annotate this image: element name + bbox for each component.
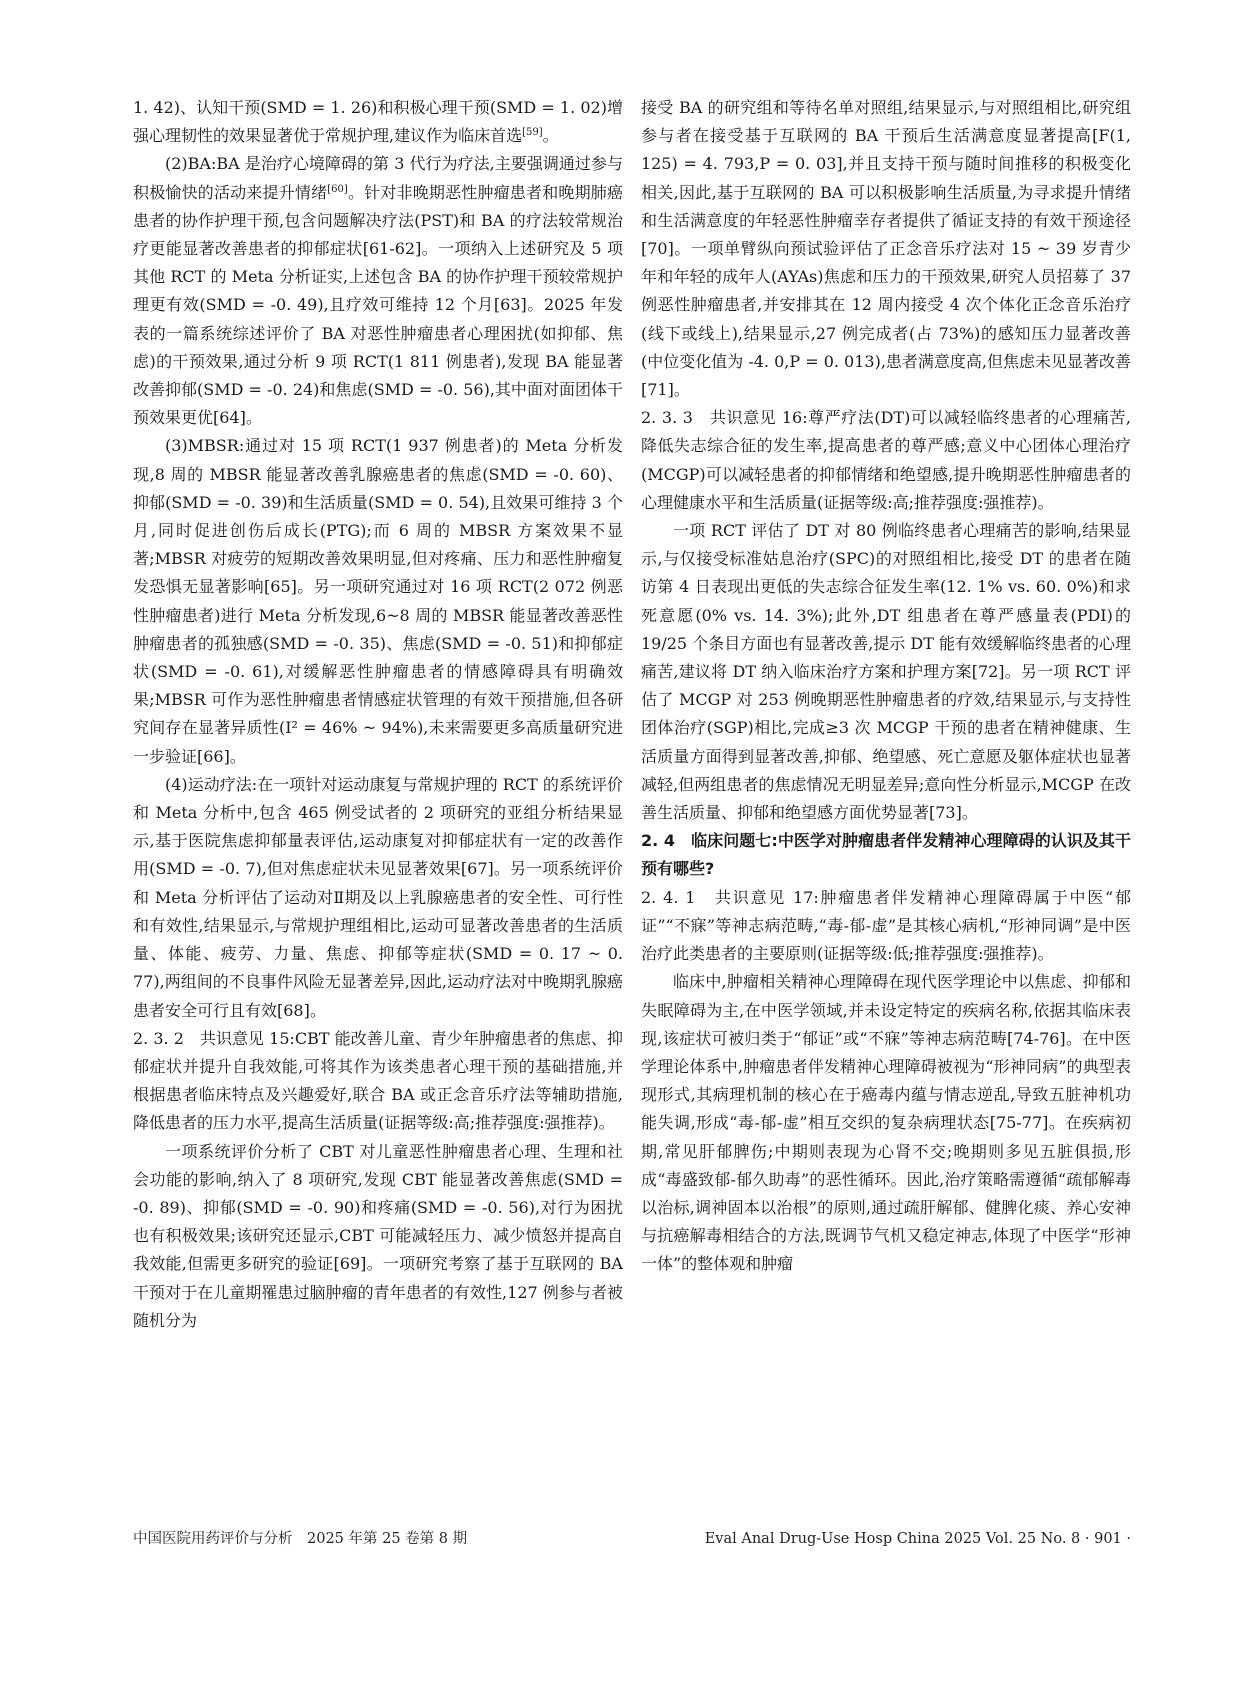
consensus-16: 2. 3. 3 共识意见 16:尊严疗法(DT)可以减轻临终患者的心理痛苦,降低失志综合征的发生率,提高患者的尊严感;意义中心团体心理治疗(MCGP)可以减轻患者的抑郁情绪和绝望感,提升晚期恶性肿瘤患者的心理健康水平和生活质量(证据等级:高;推荐强度:强推荐)。 <box>641 408 1131 512</box>
consensus-15: 2. 3. 2 共识意见 15:CBT 能改善儿童、青少年肿瘤患者的焦虑、抑郁症状并提升自我效能,可将其作为该类患者心理干预的基础措施,并根据患者临床特点及兴趣爱好,联合 BA 或正念音乐疗法等辅助措施,降低患者的压力水平,提高生活质量(证据等级:高;推荐强度:强推荐)。 <box>133 1028 623 1133</box>
left-column <box>133 94 623 1335</box>
paragraph: (3)MBSR:通过对 15 项 RCT(1 937 例患者)的 Meta 分析发现,8 周的 MBSR 能显著改善乳腺癌患者的焦虑(SMD = -0. 60)、抑郁(SMD = -0. 39)和生活质量(SMD = 0. 54),且效果可维持 3 个月,同时促进创伤后成长(PTG);而 6 周的 MBSR 方案效果不显著;MBSR 对疲劳的短期改善效果明显,但对疼痛、压力和恶性肿瘤复发恐惧无显著影响[65]。另一项研究通过对 16 项 RCT(2 072 例恶性肿瘤患者)进行 Meta 分析发现,6~8 周的 MBSR 能显著改善恶性肿瘤患者的孤独感(SMD = -0. 35)、焦虑(SMD = -0. 51)和抑郁症状(SMD = -0. 61),对缓解恶性肿瘤患者的情感障碍具有明确效果;MBSR 可作为恶性肿瘤患者情感症状管理的有效干预措施,但各研究间存在显著异质性(I² = 46% ~ 94%),未来需要更多高质量研究进一步验证[66]。 <box>133 436 623 766</box>
consensus-17: 2. 4. 1 共识意见 17:肿瘤患者伴发精神心理障碍属于中医“郁证”“不寐”等神志病范畴,“毒-郁-虚”是其核心病机,“形神同调”是中医治疗此类患者的主要原则(证据等级:低;推荐强度:强推荐)。 <box>641 887 1131 964</box>
paragraph: 接受 BA 的研究组和等待名单对照组,结果显示,与对照组相比,研究组参与者在接受基于互联网的 BA 干预后生活满意度显著提高[F(1, 125) = 4. 793,P = 0. 03],并且支持干预与随时间推移的积极变化相关,因此,基于互联网的 BA 可以积极影响生活质量,为寻求提升情绪和生活满意度的年轻恶性肿瘤幸存者提供了循证支持的有效干预途径[70]。一项单臂纵向预试验评估了正念音乐疗法对 15 ~ 39 岁青少年和年轻的成年人(AYAs)焦虑和压力的干预效果,研究人员招募了 37 例恶性肿瘤患者,并安排其在 12 周内接受 4 次个体化正念音乐治疗(线下或线上),结果显示,27 例完成者(占 73%)的感知压力显著改善(中位变化值为 -4. 0,P = 0. 013),患者满意度高,但焦虑未见显著改善[71]。 <box>641 98 1132 400</box>
paragraph: 1. 42)、认知干预(SMD = 1. 26)和积极心理干预(SMD = 1. 02)增强心理韧性的效果显著优于常规护理,建议作为临床首选[59]。 <box>133 98 623 146</box>
paragraph: 一项 RCT 评估了 DT 对 80 例临终患者心理痛苦的影响,结果显示,与仅接受标准姑息治疗(SPC)的对照组相比,接受 DT 的患者在随访第 4 日表现出更低的失志综合征发生率(12. 1% vs. 60. 0%)和求死意愿(0% vs. 14. 3%);此外,DT 组患者在尊严感量表(PDI)的 19/25 个条目方面也有显著改善,提示 DT 能有效缓解临终患者的心理痛苦,建议将 DT 纳入临床治疗方案和护理方案[72]。另一项 RCT 评估了 MCGP 对 253 例晚期恶性肿瘤患者的疗效,结果显示,与支持性团体治疗(SGP)相比,完成≥3 次 MCGP 干预的患者在精神健康、生活质量方面得到显著改善,抑郁、绝望感、死亡意愿及躯体症状也显著减轻,但两组患者的焦虑情况无明显差异;意向性分析显示,MCGP 在改善生活质量、抑郁和绝望感方面优势显著[73]。 <box>641 521 1131 823</box>
paragraph: (2)BA:BA 是治疗心境障碍的第 3 代行为疗法,主要强调通过参与积极愉快的活动来提升情绪[60]。针对非晚期恶性肿瘤患者和晚期肺癌患者的协作护理干预,包含问题解决疗法(PST)和 BA 的疗法较常规治疗更能显著改善患者的抑郁症状[61-62]。一项纳入上述研究及 5 项其他 RCT 的 Meta 分析证实,上述包含 BA 的协作护理干预较常规护理更有效(SMD = -0. 49),且疗效可维持 12 个月[63]。2025 年发表的一篇系统综述评价了 BA 对恶性肿瘤患者心理困扰(如抑郁、焦虑)的干预效果,通过分析 9 项 RCT(1 811 例患者),发现 BA 能显著改善抑郁(SMD = -0. 24)和焦虑(SMD = -0. 56),其中面对面团体干预效果更优[64]。 <box>133 154 623 428</box>
paragraph: 临床中,肿瘤相关精神心理障碍在现代医学理论中以焦虑、抑郁和失眠障碍为主,在中医学领域,并未设定特定的疾病名称,依据其临床表现,该症状可被归类于“郁证”或“不寐”等神志病范畴[74-76]。在中医学理论体系中,肿瘤患者伴发精神心理障碍被视为“形神同病”的典型表现形式,其病理机制的核心在于癌毒内蕴与情志逆乱,导致五脏神机功能失调,形成“毒-郁-虚”相互交织的复杂病理状态[75-77]。在疾病初期,常见肝郁脾伤;中期则表现为心肾不交;晚期则多见五脏俱损,形成“毒盛致郁-郁久助毒”的恶性循环。因此,治疗策略需遵循“疏郁解毒以治标,调神固本以治根”的原则,通过疏肝解郁、健脾化痰、养心安神与抗癌解毒相结合的方法,既调节气机又稳定神志,体现了中医学“形神一体”的整体观和肿瘤 <box>641 972 1131 1274</box>
right-column <box>641 94 1131 1279</box>
paragraph: (4)运动疗法:在一项针对运动康复与常规护理的 RCT 的系统评价和 Meta 分析中,包含 465 例受试者的 2 项研究的亚组分析结果显示,基于医院焦虑抑郁量表评估,运动康复对抑郁症状有一定的改善作用(SMD = -0. 7),但对焦虑症状未见显著效果[67]。另一项系统评价和 Meta 分析评估了运动对Ⅱ期及以上乳腺癌患者的安全性、可行性和有效性,结果显示,与常规护理组相比,运动可显著改善患者的生活质量、体能、疲劳、力量、焦虑、抑郁等症状(SMD = 0. 17 ~ 0. 77),两组间的不良事件风险无显著差异,因此,运动疗法对中晚期乳腺癌患者安全可行且有效[68]。 <box>133 774 623 1020</box>
journal-footer-cn: 中国医院用药评价与分析 2025 年第 25 卷第 8 期 <box>133 1531 468 1547</box>
paragraph: 一项系统评价分析了 CBT 对儿童恶性肿瘤患者心理、生理和社会功能的影响,纳入了 8 项研究,发现 CBT 能显著改善焦虑(SMD = -0. 89)、抑郁(SMD = -0. 90)和疼痛(SMD = -0. 56),对行为困扰也有积极效果;该研究还显示,CBT 可能减轻压力、减少愤怒并提高自我效能,但需更多研究的验证[69]。一项研究考察了基于互联网的 BA 干预对于在儿童期罹患过脑肿瘤的青年患者的有效性,127 例参与者被随机分为 <box>133 1141 623 1330</box>
journal-footer-en: Eval Anal Drug-Use Hosp China 2025 Vol. 25 No. 8 · 901 · <box>704 1531 1131 1547</box>
section-heading-2-4: 2. 4 临床问题七:中医学对肿瘤患者伴发精神心理障碍的认识及其干预有哪些? <box>641 831 1131 879</box>
